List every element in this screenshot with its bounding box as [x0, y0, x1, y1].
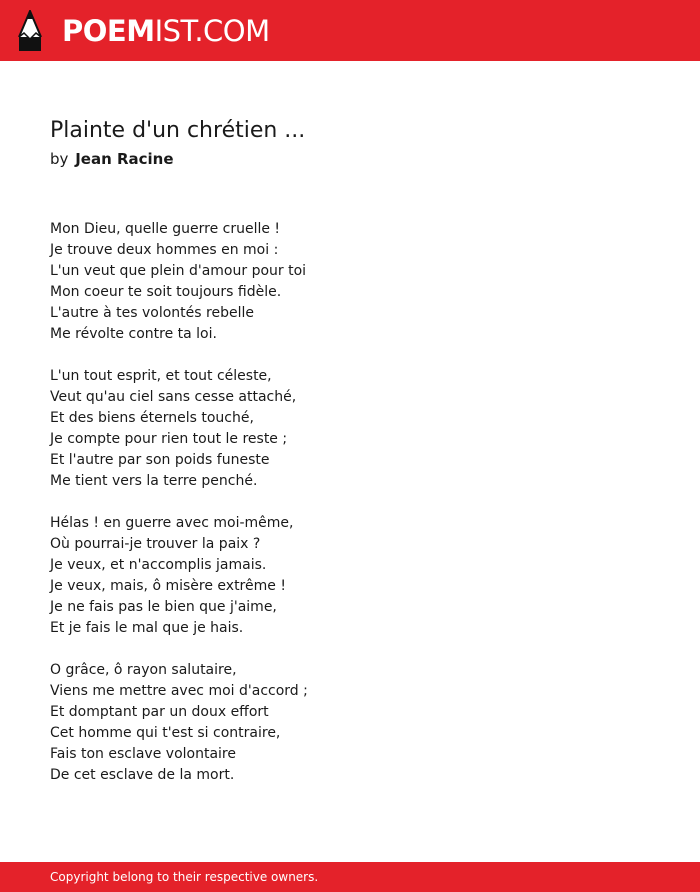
by-label: by [50, 150, 69, 168]
poem-byline [50, 149, 174, 169]
poem-line: Hélas ! en guerre avec moi-même, [50, 515, 294, 531]
poem-author: Jean Racine [75, 150, 174, 168]
poem-line: Et des biens éternels touché, [50, 410, 254, 426]
poem-line: Je veux, mais, ô misère extrême ! [50, 578, 286, 594]
poem-stanza [50, 513, 650, 639]
poem-line: Je veux, et n'accomplis jamais. [50, 557, 267, 573]
poem-line: Viens me mettre avec moi d'accord ; [50, 683, 308, 699]
poem-line: De cet esclave de la mort. [50, 767, 235, 783]
copyright-text: Copyright belong to their respective owners. [50, 870, 319, 884]
poem-line: Et l'autre par son poids funeste [50, 452, 270, 468]
poem-line: Je trouve deux hommes en moi : [50, 242, 279, 258]
logo-light-part: IST.COM [154, 14, 270, 48]
site-header [0, 0, 700, 61]
poem-stanza [50, 366, 650, 492]
poem-stanza [50, 219, 650, 345]
site-logo-text[interactable] [62, 14, 270, 48]
site-footer [0, 862, 700, 892]
poem-line: L'un tout esprit, et tout céleste, [50, 368, 272, 384]
poem-line: Mon coeur te soit toujours fidèle. [50, 284, 282, 300]
poem-line: Je ne fais pas le bien que j'aime, [50, 599, 277, 615]
poem-line: Je compte pour rien tout le reste ; [50, 431, 288, 447]
poem-line: L'autre à tes volontés rebelle [50, 305, 254, 321]
logo-bold-part: POEM [62, 14, 155, 48]
pencil-tip-icon[interactable] [18, 10, 42, 52]
poem-line: O grâce, ô rayon salutaire, [50, 662, 237, 678]
poem-line: Où pourrai-je trouver la paix ? [50, 536, 261, 552]
poem-line: L'un veut que plein d'amour pour toi [50, 263, 307, 279]
poem-line: Me révolte contre ta loi. [50, 326, 217, 342]
poem-line: Me tient vers la terre penché. [50, 473, 258, 489]
poem-line: Et domptant par un doux effort [50, 704, 269, 720]
poem-line: Fais ton esclave volontaire [50, 746, 236, 762]
poem-title: Plainte d'un chrétien ... [50, 118, 306, 143]
poem-line: Veut qu'au ciel sans cesse attaché, [50, 389, 297, 405]
poem-line: Cet homme qui t'est si contraire, [50, 725, 281, 741]
poem-line: Et je fais le mal que je hais. [50, 620, 244, 636]
poem-stanza [50, 660, 650, 786]
poem-body [50, 219, 650, 807]
poem-line: Mon Dieu, quelle guerre cruelle ! [50, 221, 281, 237]
